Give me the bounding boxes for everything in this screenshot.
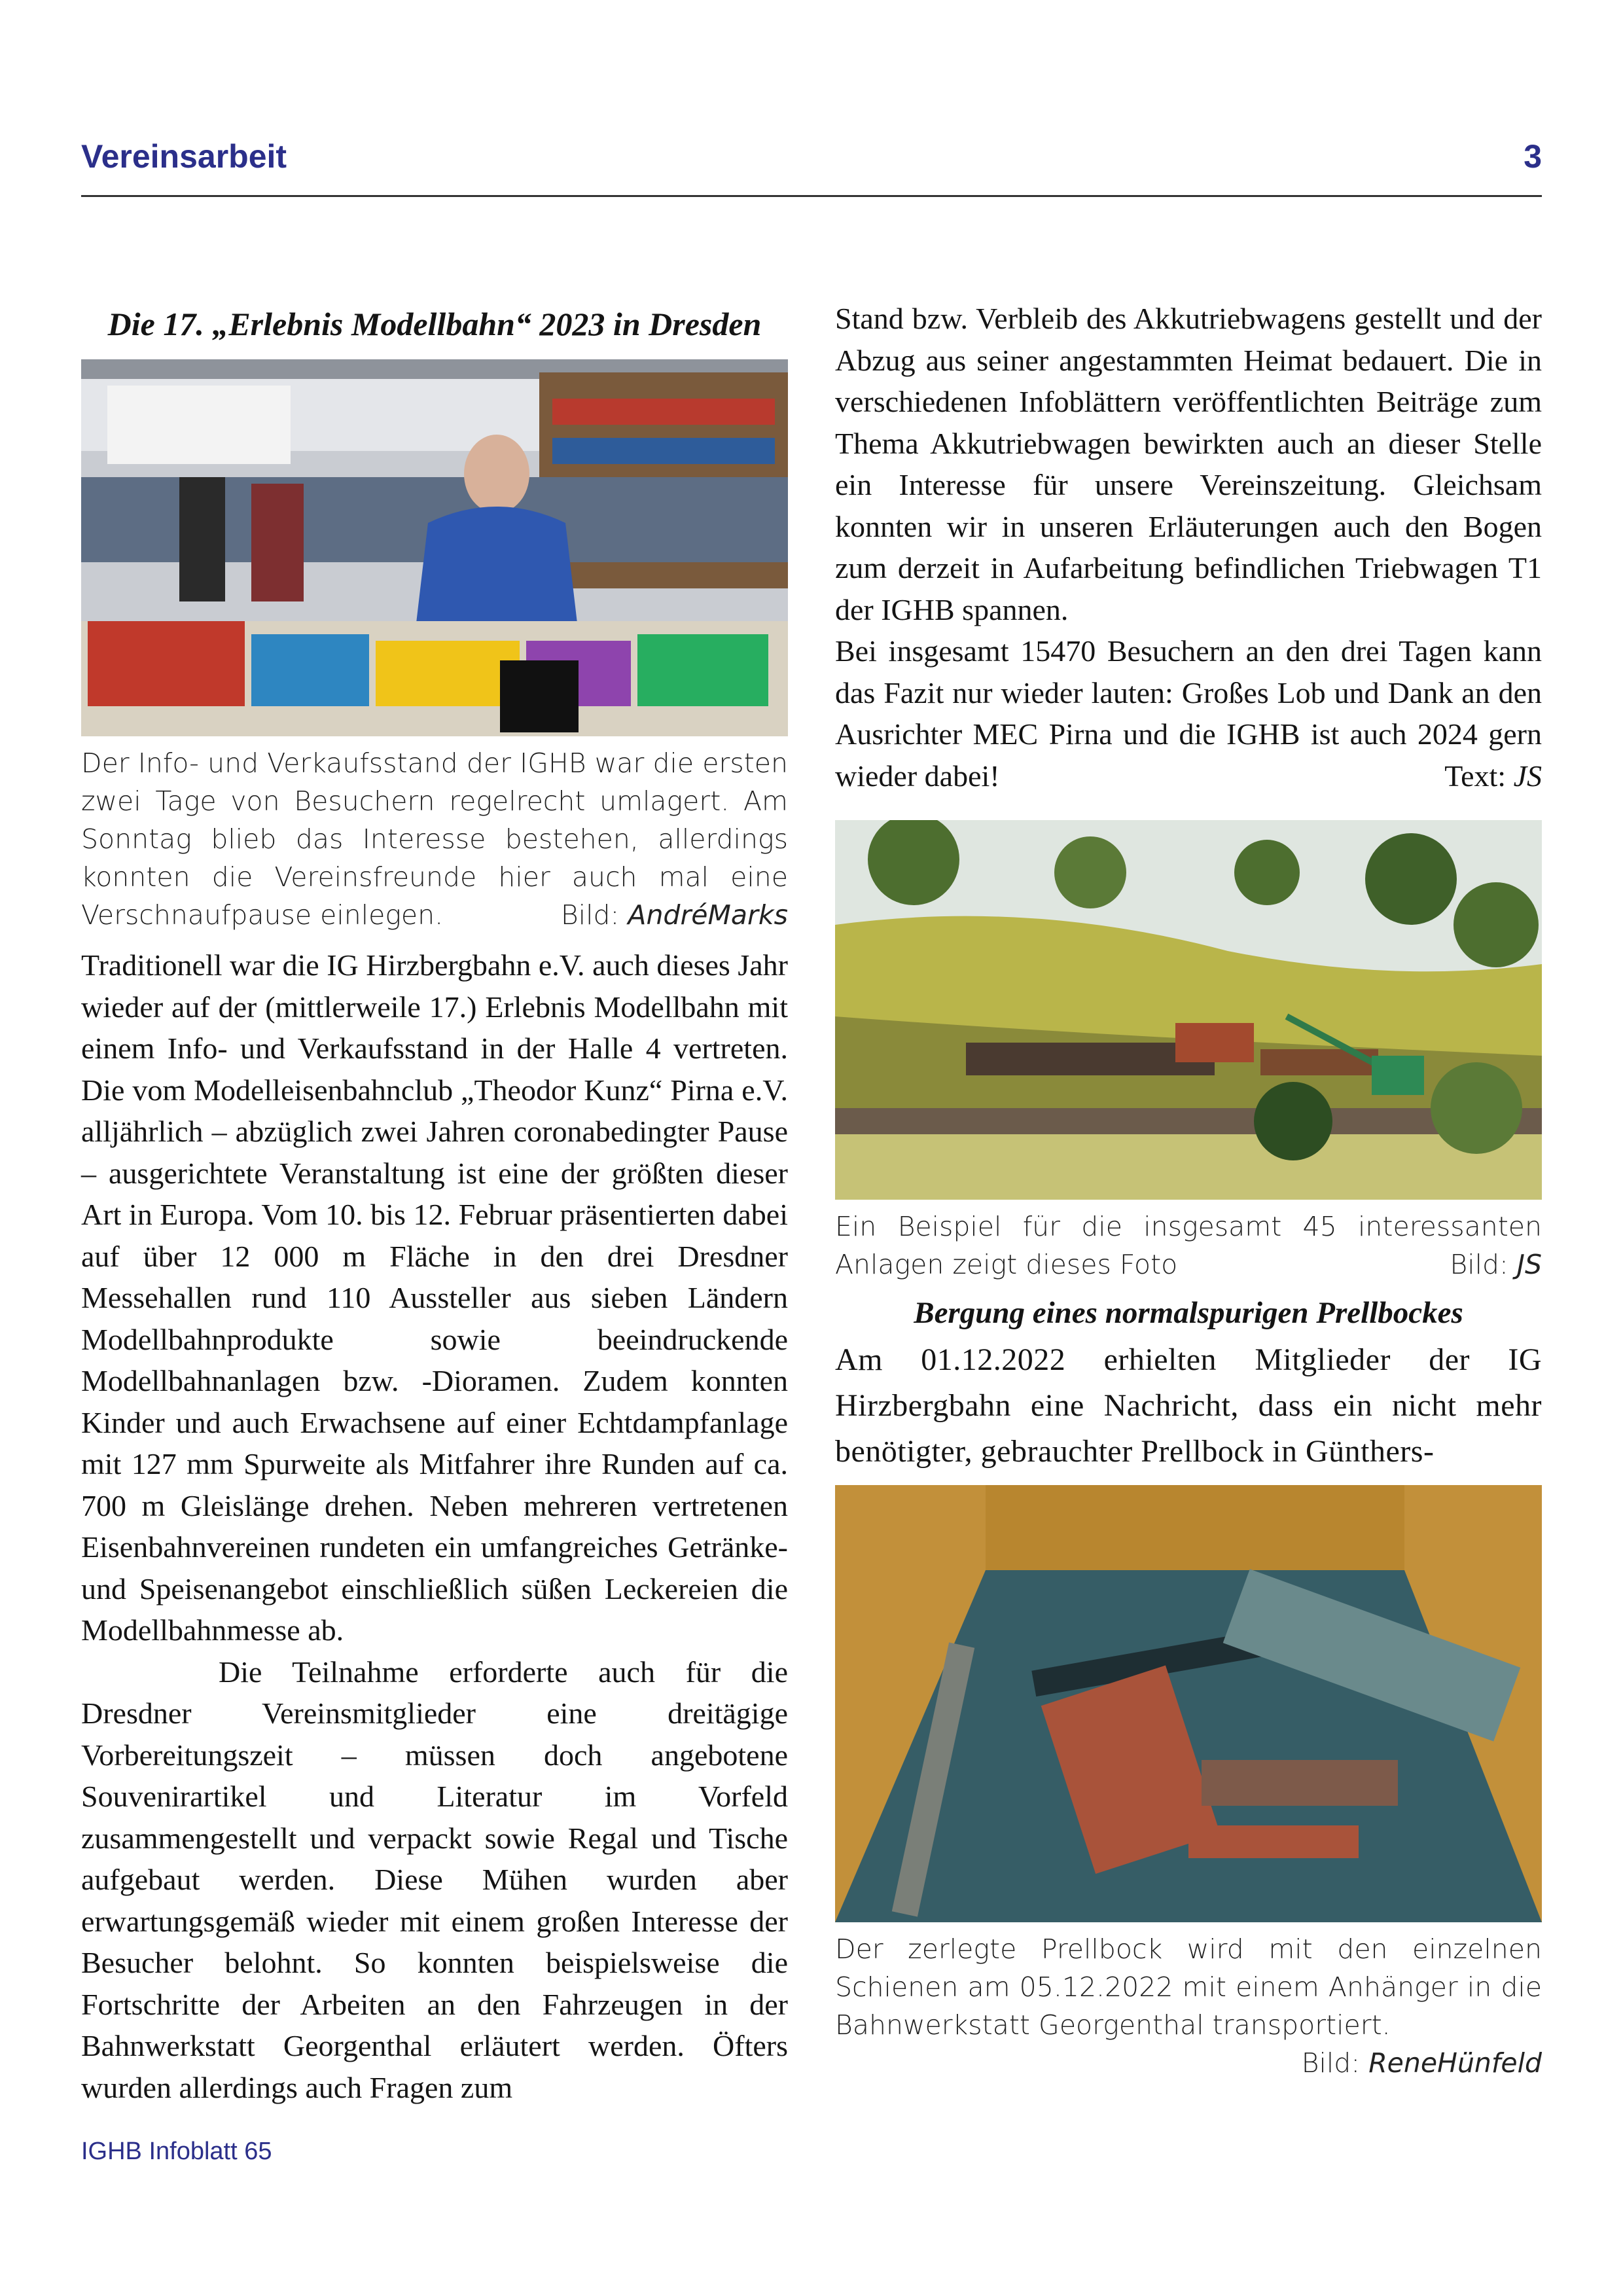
page-number: 3 bbox=[1524, 138, 1542, 175]
article-paragraph bbox=[835, 630, 1542, 797]
photo-caption bbox=[835, 1930, 1542, 2079]
text-credit bbox=[1444, 755, 1542, 797]
credit-name: JS bbox=[1513, 759, 1542, 793]
credit-name: JS bbox=[1516, 1249, 1542, 1280]
credit-label: Text: bbox=[1444, 759, 1507, 793]
caption-text: Der zerlegte Prellbock wird mit den einzelnen Schienen am 05.12.2022 mit einem Anhänger in die Bahnwerkstatt Georgenthal transportiert. bbox=[835, 1933, 1542, 2041]
photo-caption bbox=[835, 1208, 1542, 1283]
buffer-stop-photo bbox=[835, 1485, 1542, 1922]
model-railway-photo bbox=[835, 820, 1542, 1200]
credit-label: Bild: bbox=[1301, 2047, 1361, 2079]
left-column bbox=[81, 298, 788, 2108]
article-title: Die 17. „Erlebnis Modellbahn“ 2023 in Dresden bbox=[107, 306, 762, 342]
credit-label: Bild: bbox=[1450, 1249, 1508, 1280]
caption-text: Der Info- und Verkaufsstand der IGHB war die ersten zwei Tage von Besuchern regelrecht umlagert. Am Sonntag blieb das Interesse bestehen, allerdings konnten die Vereinsfreunde hier auch mal eine Verschnaufpause einlegen. bbox=[81, 747, 788, 931]
photo-credit bbox=[1302, 2044, 1542, 2082]
credit-name: AndréMarks bbox=[628, 899, 788, 931]
paragraph-text: Bei insgesamt 15470 Besuchern an den drei Tagen kann das Fazit nur wieder lauten: Großes Lob und Dank an den Ausrichter MEC Pirna und die IGHB ist auch 2024 gern wieder dabei! bbox=[835, 634, 1542, 793]
header-divider bbox=[81, 195, 1542, 197]
article-paragraph: Stand bzw. Verbleib des Akkutriebwagens gestellt und der Abzug aus seiner angestammten Heimat bedauert. Die in verschiedenen Infoblättern veröffentlichten Beiträge zum Thema Akkutriebwagen bewirkten auch an dieser Stelle ein Interesse für unsere Vereinszeitung. Gleichsam konnten wir in unseren Erläuterungen auch den Bogen zum derzeit in Aufarbeitung befindlichen Triebwagen T1 der IGHB spannen. bbox=[835, 302, 1542, 626]
section-title: Vereinsarbeit bbox=[81, 138, 287, 175]
credit-name: ReneHünfeld bbox=[1368, 2047, 1542, 2079]
article-paragraph: Die Teilnahme erforderte auch für die Dresdner Vereinsmitglieder eine dreitägige Vorbereitungszeit – müssen doch angebotene Souvenirartikel und Literatur im Vorfeld zusammengestellt und verpackt sowie Regal und Tische aufgebaut werden. Diese Mühen wurden aber erwartungsgemäß wieder mit einem großen Interesse der Besucher belohnt. So konnten beispielsweise die Fortschritte der Arbeiten an den Fahrzeugen in der Bahnwerkstatt Georgenthal erläutert werden. Öfters wurden allerdings auch Fragen zum bbox=[81, 1655, 788, 2104]
photo-credit bbox=[561, 896, 788, 934]
photo-caption bbox=[81, 744, 788, 934]
article-title: Bergung eines normalspurigen Prellbockes bbox=[914, 1296, 1463, 1330]
page-footer: IGHB Infoblatt 65 bbox=[81, 2138, 272, 2165]
credit-label: Bild: bbox=[560, 899, 620, 931]
right-column bbox=[835, 298, 1542, 2082]
article-paragraph: Traditionell war die IG Hirzbergbahn e.V. auch dieses Jahr wieder auf der (mittlerweile 17.) Erlebnis Modellbahn mit einem Info- und Verkaufsstand in der Halle 4 vertreten. Die vom Modelleisenbahnclub „Theodor Kunz“ Pirna e.V. alljährlich – abzüglich zwei Jahren coronabedingter Pause – ausgerichtete Veranstaltung ist eine der größten dieser Art in Europa. Vom 10. bis 12. Februar präsentierten dabei auf über 12 000 m Fläche in den drei Dresdner Messehallen rund 110 Aussteller aus sieben Ländern Modellbahnprodukte sowie beeindruckende Modellbahnanlagen bzw. -Dioramen. Zudem konnten Kinder und auch Erwachsene auf einer Echtdampfanlage mit 127 mm Spurweite als Mitfahrer ihre Runden auf ca. 700 m Gleislänge drehen. Neben mehreren vertretenen Eisenbahnvereinen rundeten ein umfangreiches Getränke- und Speisenangebot einschließlich süßen Leckereien die Modellbahnmesse ab. bbox=[81, 948, 788, 1647]
photo-credit bbox=[1450, 1246, 1542, 1283]
caption-text: Ein Beispiel für die insgesamt 45 interessanten Anlagen zeigt dieses Foto bbox=[835, 1211, 1542, 1280]
fair-stand-photo bbox=[81, 359, 788, 736]
article-paragraph: Am 01.12.2022 erhielten Mitglieder der IG Hirzbergbahn eine Nachricht, dass ein nicht mehr benötigter, gebrauchter Prellbock in Günthers- bbox=[835, 1342, 1542, 1469]
